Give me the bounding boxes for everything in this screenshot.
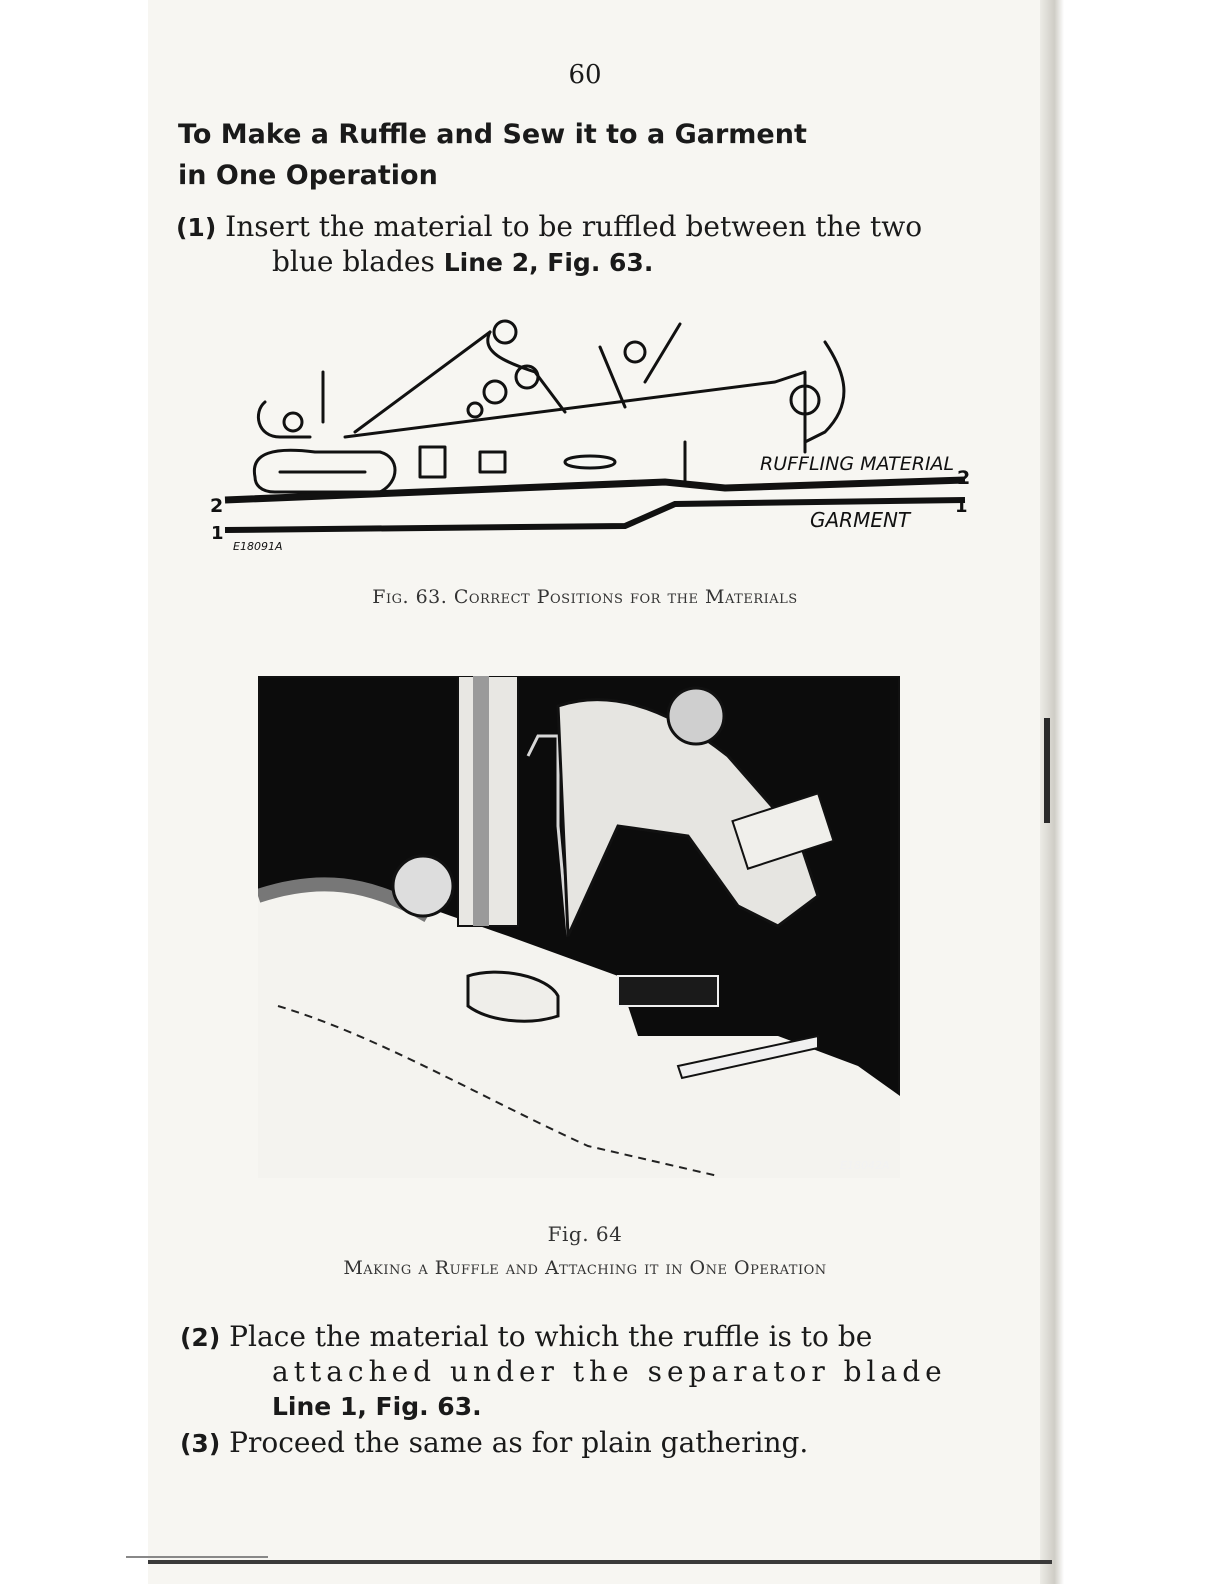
fig63-square <box>480 452 505 472</box>
figure-63-caption: Fig. 63. Correct Positions for the Materials <box>372 586 798 608</box>
figure-64-illustration <box>258 676 900 1178</box>
fig63-line-1-right: 1 <box>955 496 968 517</box>
page-number: 60 <box>568 60 602 90</box>
fig63-upper-blade <box>345 372 805 452</box>
fig63-hole-top <box>494 321 516 343</box>
step-1-reference: Line 2, Fig. 63. <box>443 248 654 277</box>
step-2-text: Place the material to which the ruffle is to be <box>229 1320 873 1353</box>
fig64-thumb-screw <box>393 856 453 916</box>
fig63-hole-small <box>468 403 482 417</box>
fig63-arm-right <box>645 324 680 382</box>
fig63-line-2-right: 2 <box>957 467 971 489</box>
step-2 <box>180 1320 980 1424</box>
heading-line-1: To Make a Ruffle and Sew it to a Garment <box>178 119 807 150</box>
fig63-hole-mid <box>484 381 506 403</box>
step-3-number: (3) <box>180 1429 221 1458</box>
bottom-rule-left <box>126 1556 268 1558</box>
step-3 <box>180 1426 980 1461</box>
fig63-oval <box>565 456 615 468</box>
fig63-arm-left <box>355 332 490 432</box>
step-1-text-cont: blue blades <box>272 245 435 278</box>
figure-64-caption-subtitle: Making a Ruffle and Attaching it in One Operation <box>343 1257 827 1279</box>
fig63-spring <box>600 347 625 407</box>
fig63-right-curl <box>805 342 844 442</box>
fig64-blade <box>618 976 718 1006</box>
fig64-plate-id: E18042A <box>840 1159 890 1172</box>
fig63-hole <box>284 413 302 431</box>
fig64-bar-shade <box>473 676 489 926</box>
step-1 <box>176 210 996 280</box>
fig63-plate-id: E18091A <box>233 540 283 553</box>
step-2-reference: Line 1, Fig. 63. <box>272 1392 482 1421</box>
section-heading <box>178 114 958 196</box>
fig63-label-garment: GARMENT <box>810 508 911 532</box>
bottom-rule <box>148 1560 1052 1564</box>
fig63-block <box>420 447 445 477</box>
fig63-line-1-left: 1 <box>211 523 224 544</box>
fig64-adjusting-knob <box>668 688 724 744</box>
step-2-number: (2) <box>180 1323 221 1352</box>
step-1-number: (1) <box>176 213 217 242</box>
fig63-line-2-left: 2 <box>210 495 224 517</box>
heading-line-2: in One Operation <box>178 160 438 191</box>
step-1-text: Insert the material to be ruffled between the two <box>225 210 923 243</box>
page-edge-mark <box>1044 718 1050 823</box>
fig63-bracket <box>488 332 565 412</box>
step-3-text: Proceed the same as for plain gathering. <box>229 1426 809 1459</box>
figure-63-drawing <box>205 312 975 557</box>
fig63-ruffling-line <box>225 480 965 500</box>
step-2-text-cont: attached under the separator blade <box>272 1355 947 1388</box>
fig63-label-ruffling: RUFFLING MATERIAL <box>760 453 955 475</box>
fig63-hole-right <box>625 342 645 362</box>
figure-64-caption-title: Fig. 64 <box>547 1222 623 1246</box>
